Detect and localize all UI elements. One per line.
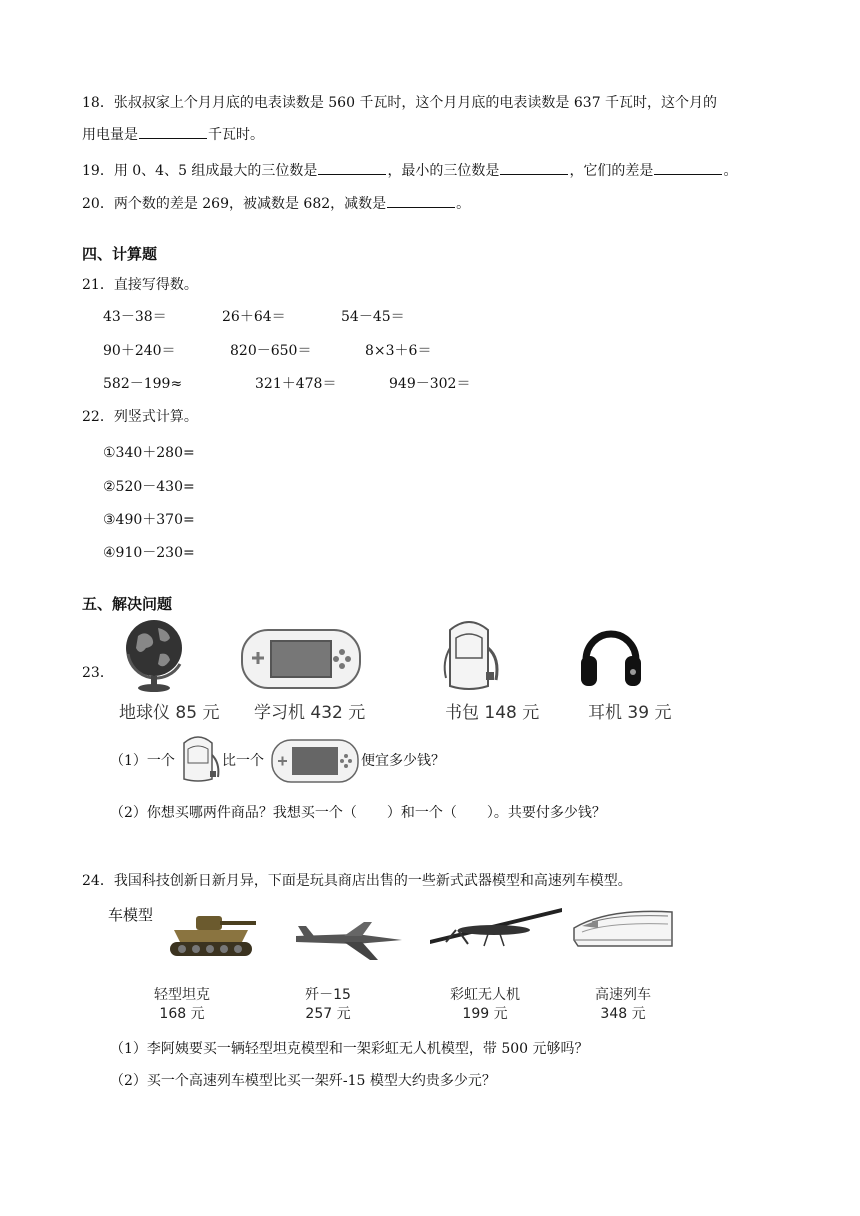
vertical-calc-item: ④910－230= (103, 545, 195, 561)
product-label: 地球仪 85 元 (119, 703, 220, 723)
calc-item: 321＋478＝ (255, 376, 337, 392)
question-18-line-2 (82, 124, 264, 144)
model-price: 199 元 (462, 1006, 508, 1022)
vertical-calc-item: ①340＋280= (103, 445, 195, 461)
model-name: 高速列车 (595, 987, 651, 1003)
question-23-number: 23． (82, 665, 114, 681)
fighter-jet-icon (294, 918, 404, 962)
question-19 (82, 160, 737, 180)
q18-prefix: 用电量是 (82, 127, 138, 143)
q23-sub2-b: ）和一个（ (386, 805, 457, 821)
question-20 (82, 193, 470, 213)
answer-blank[interactable] (500, 161, 568, 175)
question-24-sub-2: （2）买一个高速列车模型比买一架歼-15 模型大约贵多少元？ (110, 1073, 496, 1089)
globe-icon (120, 614, 190, 694)
product-label: 学习机 432 元 (254, 703, 366, 723)
calc-item: 820－650＝ (230, 343, 312, 359)
q23-sub1-b: 比一个 (222, 753, 264, 769)
q18-suffix: 千瓦时。 (208, 127, 264, 143)
calc-item: 26＋64＝ (222, 309, 286, 325)
model-price: 257 元 (305, 1006, 351, 1022)
backpack-icon (174, 735, 222, 785)
model-category-header: 车模型 (108, 906, 154, 924)
product-label: 耳机 39 元 (588, 703, 672, 723)
calc-item: 43－38＝ (103, 309, 167, 325)
q20-prefix: 20．两个数的差是 269，被减数是 682，减数是 (82, 196, 387, 212)
calc-item: 949－302＝ (389, 376, 471, 392)
question-21-title: 21．直接写得数。 (82, 277, 198, 293)
calc-item: 8×3＋6＝ (365, 343, 432, 359)
question-18-line-1: 18．张叔叔家上个月月底的电表读数是 560 千瓦时，这个月月底的电表读数是 637 千瓦时，这个月的 (82, 95, 718, 111)
section-heading-4: 四、计算题 (82, 245, 158, 263)
q20-suffix: 。 (456, 196, 471, 212)
question-23-sub-2 (110, 802, 606, 822)
answer-blank[interactable] (654, 161, 722, 175)
question-22-title: 22．列竖式计算。 (82, 409, 198, 425)
q23-sub2-c: ）。共要付多少钱？ (486, 805, 606, 821)
model-price: 168 元 (159, 1006, 205, 1022)
model-name: 歼－15 (305, 987, 351, 1003)
headphones-icon (578, 620, 644, 690)
answer-blank[interactable] (139, 125, 207, 139)
game-console-icon (270, 738, 360, 784)
question-24-title: 24．我国科技创新日新月异，下面是玩具商店出售的一些新式武器模型和高速列车模型。 (82, 873, 632, 889)
model-name: 轻型坦克 (154, 987, 210, 1003)
tank-icon (166, 914, 258, 958)
calc-item: 54－45＝ (341, 309, 405, 325)
q23-sub2-a: （2）你想买哪两件商品？我想买一个（ (110, 805, 357, 821)
section-heading-5: 五、解决问题 (82, 595, 173, 613)
calc-item: 90＋240＝ (103, 343, 176, 359)
product-label: 书包 148 元 (445, 703, 540, 723)
high-speed-train-icon (568, 906, 678, 952)
q19-part-1: 19．用 0、4、5 组成最大的三位数是 (82, 163, 318, 179)
q19-part-3: ，它们的差是 (569, 163, 654, 179)
question-24-sub-1: （1）李阿姨要买一辆轻型坦克模型和一架彩虹无人机模型，带 500 元够吗？ (110, 1041, 589, 1057)
game-console-icon (240, 628, 362, 690)
drone-icon (428, 906, 564, 952)
q23-sub1-a: （1）一个 (110, 753, 175, 769)
vertical-calc-item: ②520－430= (103, 479, 195, 495)
q19-part-4: 。 (723, 163, 738, 179)
q19-part-2: ，最小的三位数是 (387, 163, 500, 179)
model-price: 348 元 (600, 1006, 646, 1022)
calc-item: 582－199≈ (103, 376, 183, 392)
vertical-calc-item: ③490＋370= (103, 512, 195, 528)
answer-blank[interactable] (318, 161, 386, 175)
q23-sub1-c: 便宜多少钱？ (361, 753, 445, 769)
answer-blank[interactable] (387, 194, 455, 208)
model-name: 彩虹无人机 (450, 987, 520, 1003)
backpack-icon (436, 618, 502, 694)
